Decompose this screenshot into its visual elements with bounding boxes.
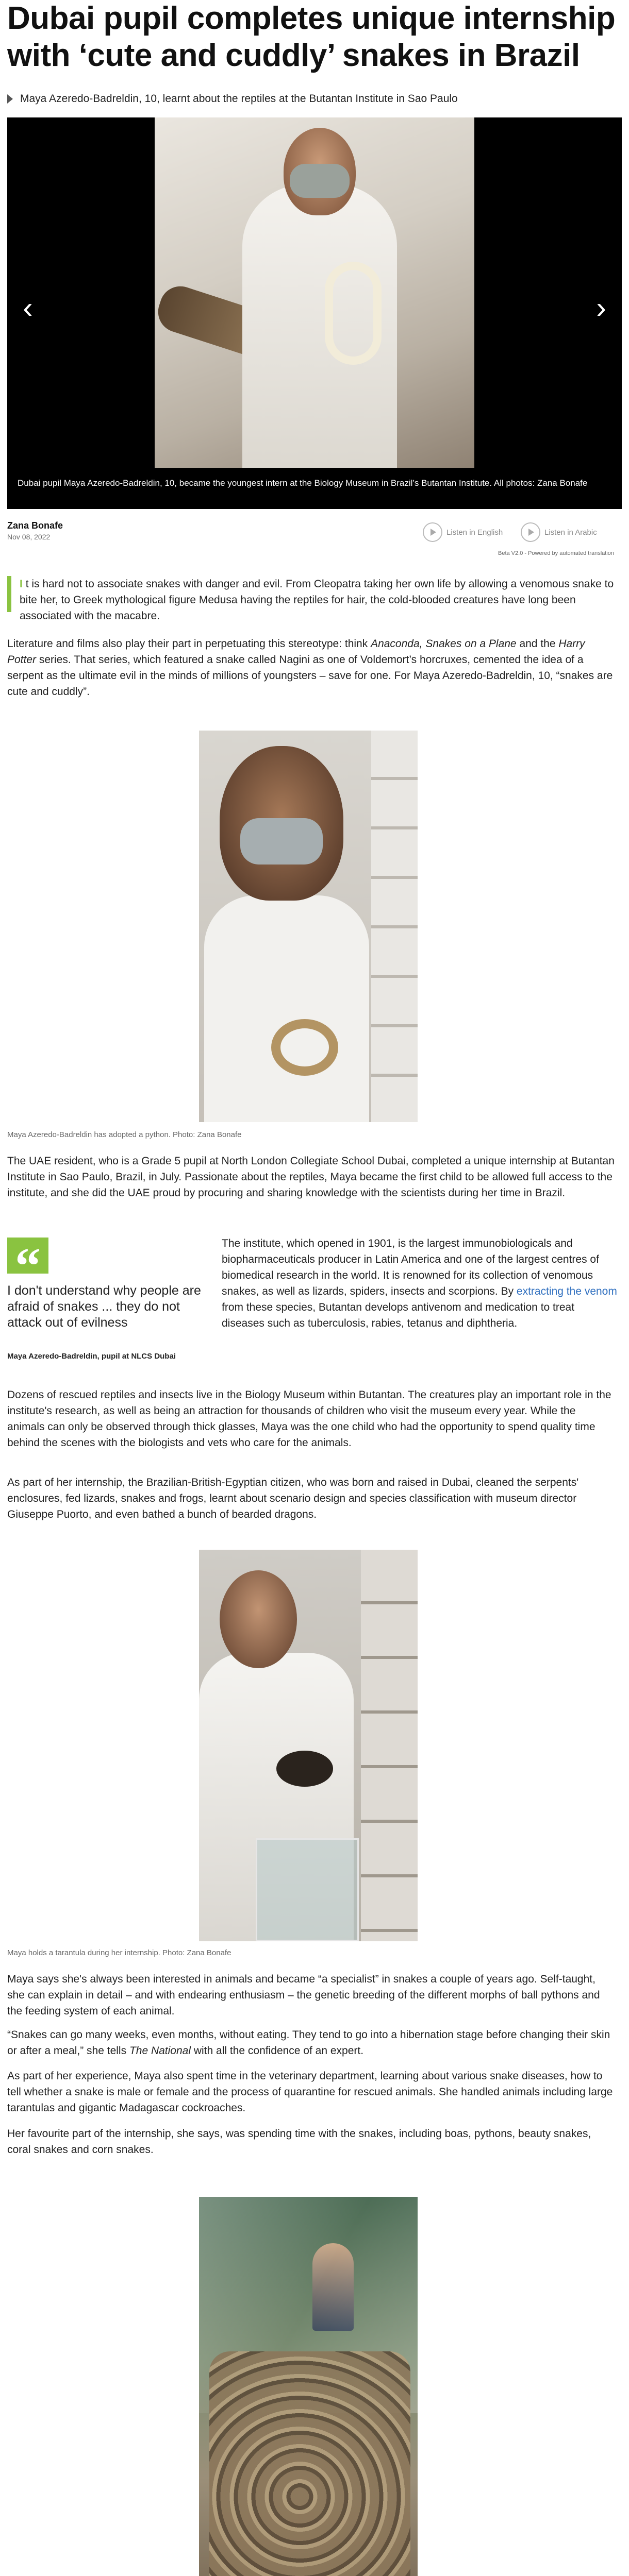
paragraph-9: As part of her experience, Maya also spent time in the veterinary department, learning about various snake diseases, how to tell whether a snake is male or female and the process of quarantine for rescued animals. She handled animals including large tarantulas and gigantic Madagascar cockroaches.: [7, 2070, 613, 2114]
p4-text-b: from these species, Butantan develops antivenom and medication to treat diseases such as tuberculosis, rabies, tetanus and diphtheria.: [222, 1301, 575, 1329]
paragraph-7: Maya says she's always been interested in animals and became “a specialist” in snakes a couple of years ago. Self-taught, she can explain in detail – and with endearing enthusiasm – the genetic breeding of the different morphs of ball pythons and the feeding system of each animal.: [7, 1973, 600, 2017]
p2-italic-a: Anaconda, Snakes on a Plane: [371, 638, 517, 650]
p2-text-b: and the: [516, 638, 559, 650]
pull-quote-attribution: Maya Azeredo-Badreldin, pupil at NLCS Dubai: [7, 1352, 176, 1361]
p8-text-a: “Snakes can go many weeks, even months, without eating. They tend to go into a hibernation stage before changing their skin or after a meal,” she tells: [7, 2029, 610, 2057]
paragraph-3: The UAE resident, who is a Grade 5 pupil at North London Collegiate School Dubai, completed a unique internship at Butantan Institute in Sao Paulo, Brazil, in July. Passionate about the reptiles, Maya became the first child to be allowed full access to the institute, and she did the UAE proud by procuring and sharing knowledge with the scientists during her time in Brazil.: [7, 1155, 615, 1199]
chevron-right-icon[interactable]: ›: [596, 291, 606, 325]
beta-note: Beta V2.0 - Powered by automated translation: [498, 550, 615, 556]
paragraph-1-text: t is hard not to associate snakes with danger and evil. From Cleopatra taking her own life by allowing a venomous snake to bite her, to Greek mythological figure Medusa having the reptiles for hair, the cold-blooded creatures have long been associated with the macabre.: [20, 578, 614, 622]
listen-english-label: Listen in English: [446, 528, 503, 537]
pull-quote: I don't understand why people are afraid of snakes ... they do not attack out of evilness: [7, 1283, 201, 1330]
lead-accent-bar: [7, 576, 11, 612]
paragraph-8: [7, 2027, 616, 2059]
extracting-venom-link[interactable]: extracting the venom: [516, 1285, 617, 1297]
caption-tarantula: Maya holds a tarantula during her internship. Photo: Zana Bonafe: [7, 1948, 231, 1957]
author-name[interactable]: Zana Bonafe: [7, 520, 63, 531]
p2-italic-b: Harry Potter: [7, 638, 585, 666]
hero-photo: [155, 117, 474, 468]
photo-python: [199, 731, 418, 1122]
chevron-left-icon[interactable]: ‹: [23, 291, 33, 325]
paragraph-1: [20, 576, 618, 624]
hero-caption: Dubai pupil Maya Azeredo-Badreldin, 10, became the youngest intern at the Biology Museum in Brazil’s Butantan Institute. All photos: Zana Bonafe: [18, 478, 588, 488]
p4-text-a: The institute, which opened in 1901, is the largest immunobiologicals and biopharmaceuticals producer in Latin America and one of the largest centres of biomedical research in the world. It is renowned for its collection of venomous snakes, as well as lizards, spiders, insects and scorpions. By: [222, 1238, 599, 1297]
listen-arabic-button[interactable]: [521, 522, 597, 542]
triangle-icon: [7, 94, 13, 104]
quote-icon: “: [7, 1238, 48, 1274]
photo-snakes: [199, 2197, 418, 2576]
paragraph-4: [222, 1235, 619, 1331]
caption-python: Maya Azeredo-Badreldin has adopted a python. Photo: Zana Bonafe: [7, 1130, 242, 1139]
hero-slider[interactable]: [7, 117, 622, 509]
play-icon: [521, 522, 540, 542]
play-icon: [423, 522, 442, 542]
listen-arabic-label: Listen in Arabic: [544, 528, 597, 537]
article-headline: Dubai pupil completes unique internship with ‘cute and cuddly’ snakes in Brazil: [7, 1, 616, 73]
publish-date: Nov 08, 2022: [7, 533, 51, 541]
paragraph-5: Dozens of rescued reptiles and insects live in the Biology Museum within Butantan. The creatures play an important role in the institute's research, as well as being an attraction for thousands of children who visit the museum every year. While the animals can only be observed through thick glasses, Maya was the one child who had the opportunity to spend quality time behind the scenes with the biologists and vets who care for the animals.: [7, 1389, 611, 1449]
p2-text-a: Literature and films also play their part in perpetuating this stereotype: think: [7, 638, 371, 650]
dropcap: I: [20, 578, 23, 590]
listen-english-button[interactable]: [423, 522, 503, 542]
p8-italic: The National: [129, 2045, 191, 2057]
paragraph-10: Her favourite part of the internship, she says, was spending time with the snakes, including boas, pythons, beauty snakes, coral snakes and corn snakes.: [7, 2128, 591, 2156]
p2-text-c: series. That series, which featured a snake called Nagini as one of Voldemort’s horcruxes, cemented the idea of a serpent as the ultimate evil in the minds of millions of youngsters – save for one. For Maya Azeredo-Badreldin, 10, “snakes are cute and cuddly”.: [7, 654, 613, 698]
paragraph-6: As part of her internship, the Brazilian-British-Egyptian citizen, who was born and raised in Dubai, cleaned the serpents' enclosures, fed lizards, snakes and frogs, learnt about scenario design and species classification with museum director Giuseppe Puorto, and even bathed a bunch of bearded dragons.: [7, 1477, 579, 1520]
standfirst: [7, 93, 622, 105]
photo-tarantula: [199, 1550, 418, 1941]
p8-text-b: with all the confidence of an expert.: [191, 2045, 364, 2057]
paragraph-2: [7, 636, 616, 700]
standfirst-text: Maya Azeredo-Badreldin, 10, learnt about the reptiles at the Butantan Institute in Sao Paulo: [20, 93, 458, 105]
